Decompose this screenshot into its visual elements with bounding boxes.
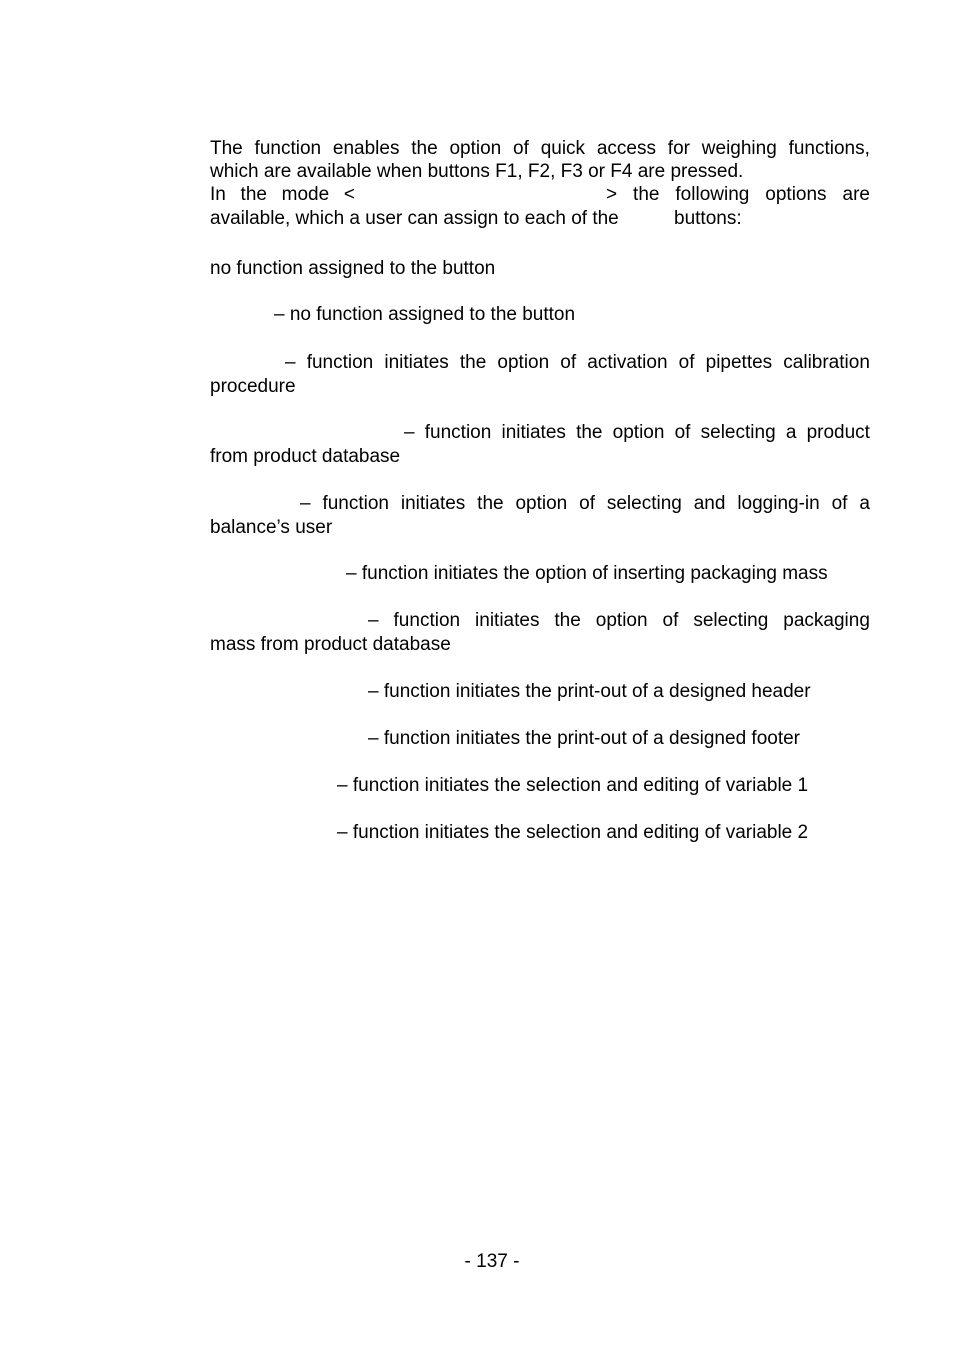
word: selecting bbox=[700, 422, 776, 443]
word: access bbox=[596, 138, 656, 159]
word: of bbox=[678, 352, 695, 373]
option-user-line-1 bbox=[300, 492, 870, 515]
word: initiates bbox=[400, 493, 466, 514]
word: function bbox=[424, 422, 492, 443]
option-product-line-1 bbox=[404, 421, 870, 444]
word: initiates bbox=[501, 422, 566, 443]
word: mode bbox=[281, 184, 330, 205]
option-none-description: – no function assigned to the button bbox=[274, 304, 576, 325]
word: a bbox=[785, 422, 797, 443]
word: the bbox=[240, 184, 267, 205]
word: option bbox=[449, 138, 502, 159]
word: weighing bbox=[701, 138, 777, 159]
word: – bbox=[285, 352, 296, 373]
word: options bbox=[765, 184, 827, 205]
word: – bbox=[300, 493, 311, 514]
word: function bbox=[254, 138, 322, 159]
option-header-print: – function initiates the print-out of a designed header bbox=[368, 681, 811, 702]
word: of bbox=[579, 493, 595, 514]
word: < bbox=[343, 184, 355, 205]
word: of bbox=[513, 138, 529, 159]
intro-line-3-right bbox=[606, 183, 870, 206]
word: activation bbox=[587, 352, 668, 373]
word: option bbox=[497, 352, 550, 373]
word: enables bbox=[332, 138, 400, 159]
option-packaging-insert: – function initiates the option of inserting packaging mass bbox=[346, 563, 828, 584]
word: of bbox=[560, 352, 577, 373]
option-user-line-2: balance’s user bbox=[210, 517, 333, 538]
word: for bbox=[667, 138, 690, 159]
option-none-label: no function assigned to the button bbox=[210, 258, 496, 279]
word: product bbox=[806, 422, 870, 443]
intro-line-2: which are available when buttons F1, F2, F3 or F4 are pressed. bbox=[210, 161, 744, 182]
word: > bbox=[606, 184, 618, 205]
option-footer-print: – function initiates the print-out of a designed footer bbox=[368, 728, 800, 749]
word: initiates bbox=[384, 352, 449, 373]
word: the bbox=[576, 422, 603, 443]
word: of bbox=[662, 610, 679, 631]
word: function bbox=[322, 493, 389, 514]
word: following bbox=[675, 184, 750, 205]
option-product-line-2: from product database bbox=[210, 446, 401, 467]
word: calibration bbox=[783, 352, 870, 373]
option-variable-2: – function initiates the selection and editing of variable 2 bbox=[337, 822, 809, 843]
word: selecting bbox=[606, 493, 682, 514]
option-pipettes-line-1 bbox=[285, 351, 870, 374]
word: initiates bbox=[475, 610, 540, 631]
word: the bbox=[411, 138, 438, 159]
word: option bbox=[595, 610, 648, 631]
word: and bbox=[693, 493, 726, 514]
intro-line-3-left bbox=[210, 183, 355, 206]
word: The bbox=[210, 138, 243, 159]
word: – bbox=[368, 610, 379, 631]
word: the bbox=[633, 184, 660, 205]
word: option bbox=[612, 422, 665, 443]
word: packaging bbox=[783, 610, 870, 631]
intro-line-4-right: buttons: bbox=[674, 208, 742, 229]
option-packaging-select-line-2: mass from product database bbox=[210, 634, 451, 655]
word: the bbox=[554, 610, 581, 631]
word: of bbox=[831, 493, 848, 514]
option-pipettes-line-2: procedure bbox=[210, 376, 296, 397]
word: In bbox=[210, 184, 226, 205]
word: the bbox=[477, 493, 504, 514]
word: a bbox=[859, 493, 870, 514]
word: quick bbox=[540, 138, 586, 159]
intro-line-4-left: available, which a user can assign to each of the bbox=[210, 208, 619, 229]
word: function bbox=[306, 352, 374, 373]
option-packaging-select-line-1 bbox=[368, 609, 870, 632]
word: – bbox=[404, 422, 415, 443]
word: functions, bbox=[788, 138, 870, 159]
word: option bbox=[515, 493, 568, 514]
option-variable-1: – function initiates the selection and editing of variable 1 bbox=[337, 775, 809, 796]
word: pipettes bbox=[705, 352, 773, 373]
word: logging-in bbox=[737, 493, 820, 514]
intro-line-1 bbox=[210, 137, 870, 160]
word: are bbox=[842, 184, 870, 205]
word: function bbox=[393, 610, 461, 631]
word: of bbox=[674, 422, 691, 443]
word: the bbox=[459, 352, 487, 373]
page-number: - 137 - bbox=[464, 1251, 520, 1272]
word: selecting bbox=[693, 610, 769, 631]
